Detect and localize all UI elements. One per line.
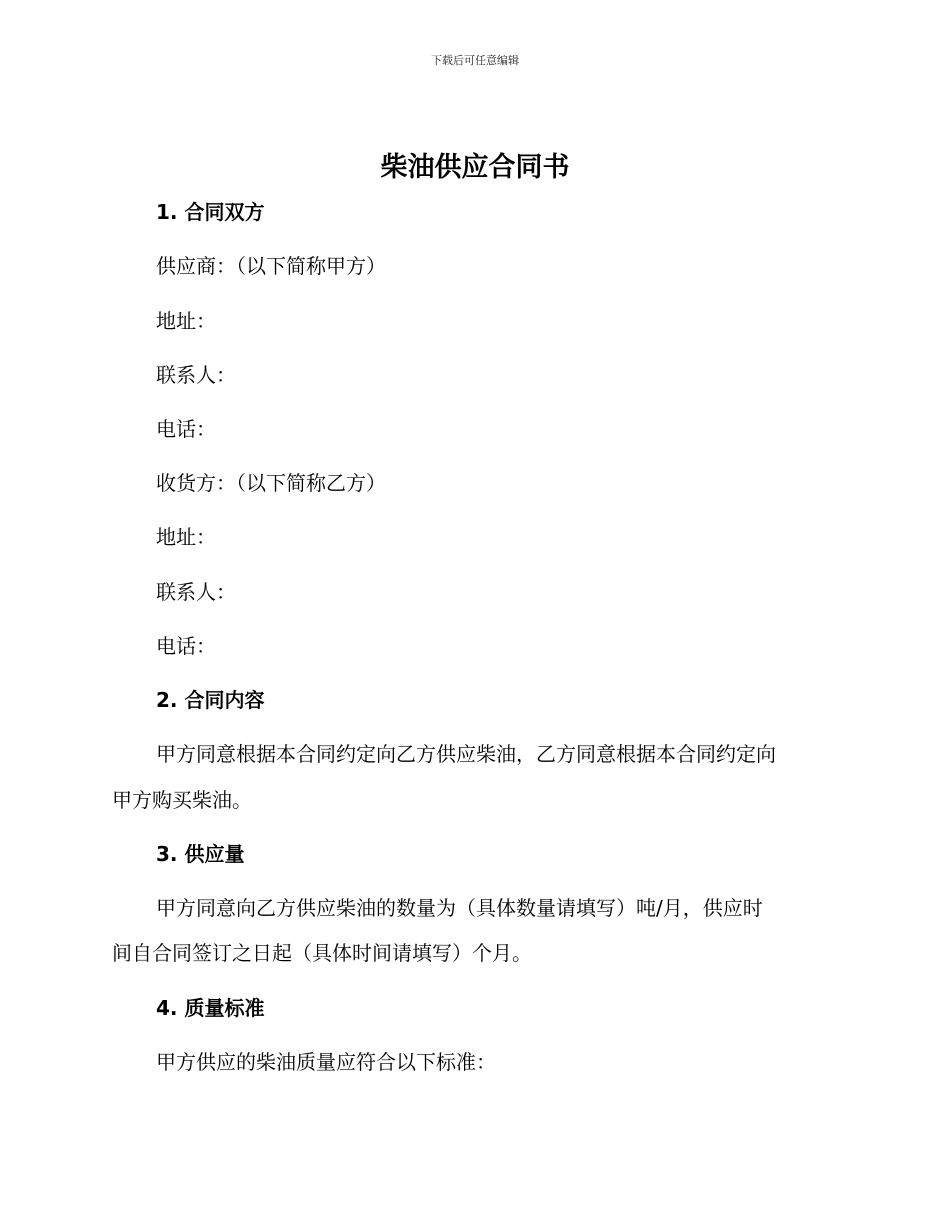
receiver-address-label: 地址：: [156, 525, 216, 549]
page-title: 柴油供应合同书: [380, 152, 570, 183]
receiver-contact-label: 联系人：: [156, 580, 236, 604]
receiver-phone-label: 电话：: [156, 634, 216, 658]
supplier-address-label: 地址：: [156, 309, 216, 333]
supplier-label: 供应商：（以下简称甲方）: [156, 254, 386, 278]
section-heading-content: 2. 合同内容: [156, 688, 265, 712]
quality-paragraph-line-1: 甲方供应的柴油质量应符合以下标准：: [156, 1050, 496, 1074]
section-heading-parties: 1. 合同双方: [156, 200, 265, 224]
header-note: 下载后可任意编辑: [431, 54, 519, 67]
quantity-paragraph-line-2: 间自合同签订之日起（具体时间请填写）个月。: [112, 941, 532, 965]
section-heading-quality: 4. 质量标准: [156, 996, 265, 1020]
receiver-label: 收货方：（以下简称乙方）: [156, 471, 386, 495]
content-paragraph-line-1: 甲方同意根据本合同约定向乙方供应柴油，乙方同意根据本合同约定向: [156, 742, 776, 766]
supplier-contact-label: 联系人：: [156, 363, 236, 387]
content-paragraph-line-2: 甲方购买柴油。: [112, 788, 252, 812]
supplier-phone-label: 电话：: [156, 417, 216, 441]
section-heading-quantity: 3. 供应量: [156, 842, 245, 866]
quantity-paragraph-line-1: 甲方同意向乙方供应柴油的数量为（具体数量请填写）吨/月，供应时: [156, 896, 763, 920]
